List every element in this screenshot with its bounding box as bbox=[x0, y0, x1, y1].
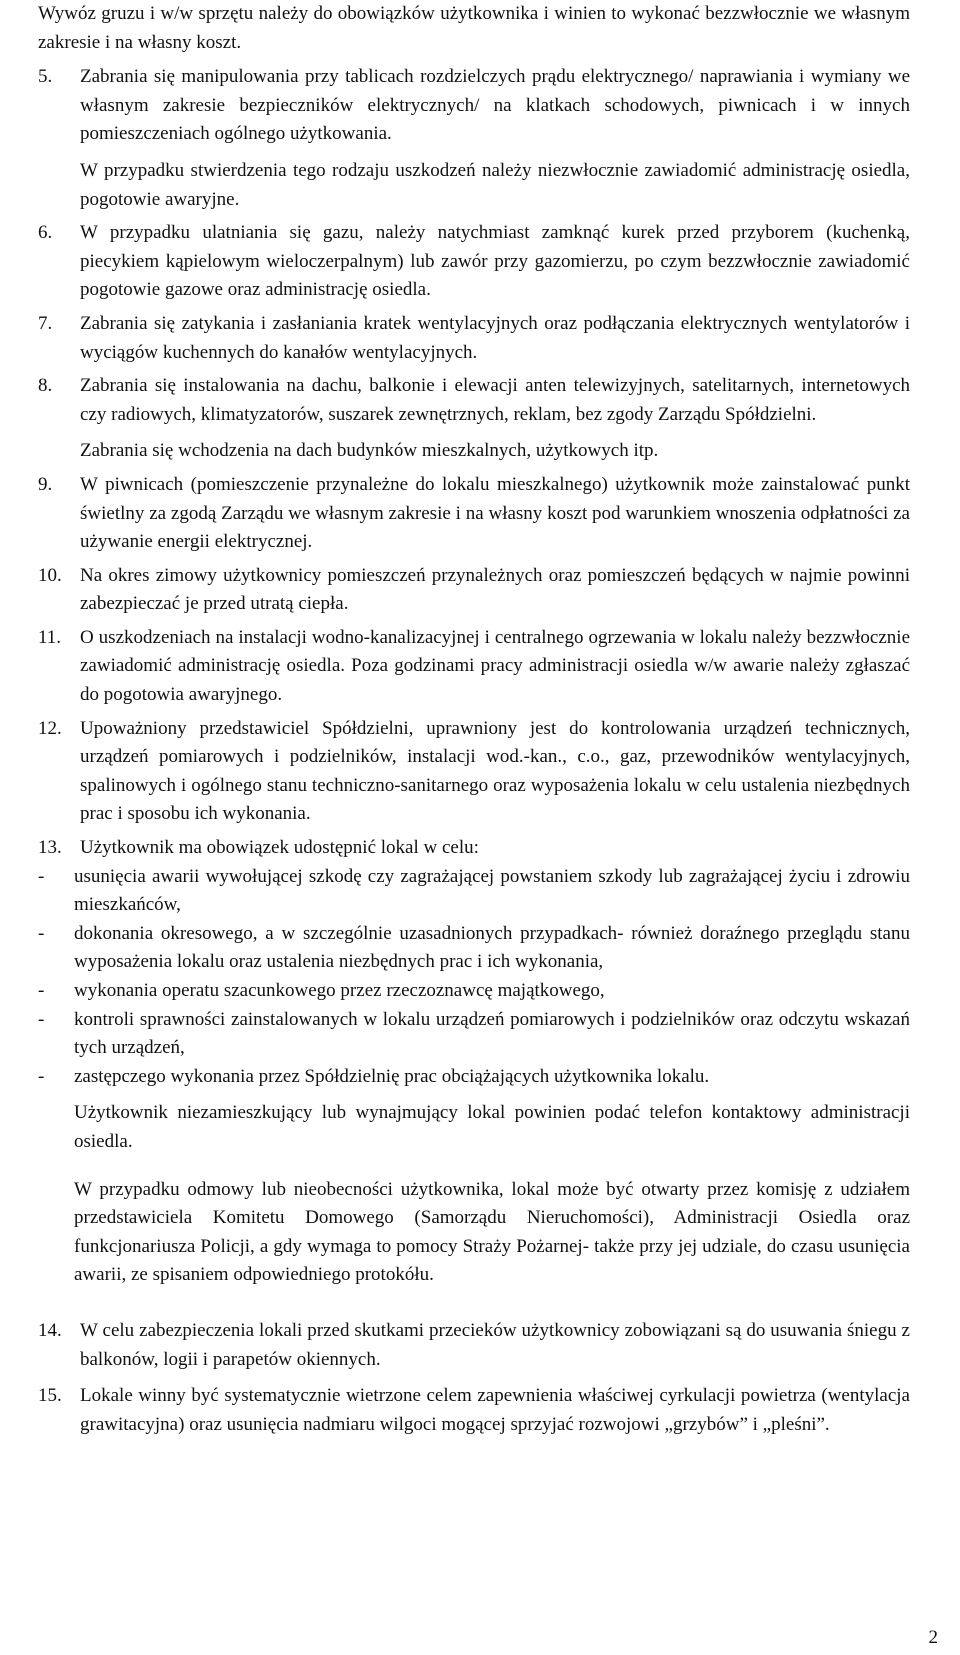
item-paragraph: Na okres zimowy użytkownicy pomieszczeń przynależnych oraz pomieszczeń będących w najmie powinni zabezpieczać je przed utratą ciepła. bbox=[80, 564, 910, 615]
list-item-14 bbox=[38, 1309, 910, 1374]
item-paragraph: W piwnicach (pomieszczenie przynależne do lokalu mieszkalnego) użytkownik może zainstalować punkt świetlny za zgodą Zarządu we własnym zakresie i na własny koszt pod warunkiem wnoszenia odpłatności za używanie energii elektrycznej. bbox=[80, 473, 910, 553]
item-paragraph: Zabrania się manipulowania przy tablicach rozdzielczych prądu elektrycznego/ naprawiania i wymiany we własnym zakresie bezpieczników elektrycznych/ na klatkach schodowych, piwnicach i w innych pomieszczeniach ogólnego użytkowania. bbox=[80, 66, 910, 145]
item-paragraph: Użytkownik niezamieszkujący lub wynajmujący lokal powinien podać telefon kontaktowy administracji osiedla. bbox=[74, 1102, 910, 1152]
item-number: 13. bbox=[38, 837, 62, 859]
dash-list-text: usunięcia awarii wywołującej szkodę czy zagrażającej powstaniem szkody lub zagrażającej życiu i zdrowiu mieszkańców, bbox=[74, 865, 910, 916]
item-paragraph: W przypadku stwierdzenia tego rodzaju uszkodzeń należy niezwłocznie zawiadomić administrację osiedla, pogotowie awaryjne. bbox=[80, 159, 910, 210]
dash-list-item bbox=[38, 1006, 910, 1063]
dash-list-text: wykonania operatu szacunkowego przez rzeczoznawcę majątkowego, bbox=[74, 980, 605, 1001]
dash-marker: - bbox=[38, 1008, 45, 1030]
list-item-5 bbox=[38, 57, 910, 214]
item-number: 7. bbox=[38, 312, 53, 334]
list-item-10 bbox=[38, 557, 910, 619]
dash-marker: - bbox=[38, 865, 45, 887]
list-item-12 bbox=[38, 710, 910, 829]
item-number: 5. bbox=[38, 66, 53, 88]
item-number: 10. bbox=[38, 564, 62, 586]
item-paragraph: Lokale winny być systematycznie wietrzone celem zapewnienia właściwej cyrkulacji powietrza (wentylacja grawitacyjna) oraz usunięcia nadmiaru wilgoci mogącej sprzyjać rozwojowi „grzybów” i „pleśni”. bbox=[80, 1385, 910, 1435]
dash-list-text: dokonania okresowego, a w szczególnie uzasadnionych przypadkach- również doraźnego przeglądu stanu wyposażenia lokalu oraz ustalenia niezbędnych prac i ich wykonania, bbox=[74, 922, 910, 973]
item-number: 6. bbox=[38, 222, 53, 244]
item-paragraph: W celu zabezpieczenia lokali przed skutkami przecieków użytkownicy zobowiązani są do usuwania śniegu z balkonów, logii i parapetów okiennych. bbox=[80, 1319, 910, 1370]
list-item-13 bbox=[38, 829, 910, 863]
dash-marker: - bbox=[38, 980, 45, 1001]
dash-list-item bbox=[38, 1063, 910, 1092]
list-item-6 bbox=[38, 214, 910, 305]
dash-marker: - bbox=[38, 922, 45, 944]
item-number: 12. bbox=[38, 717, 62, 739]
item-number: 15. bbox=[38, 1385, 62, 1407]
dash-list-item bbox=[38, 863, 910, 920]
item-paragraph: Użytkownik ma obowiązek udostępnić lokal w celu: bbox=[80, 837, 479, 859]
document-page bbox=[38, 0, 910, 1439]
item-paragraph: Zabrania się instalowania na dachu, balkonie i elewacji anten telewizyjnych, satelitarnych, internetowych czy radiowych, klimatyzatorów, suszarek zewnętrznych, reklam, bez zgody Zarządu Spółdzielni. bbox=[80, 375, 910, 425]
dash-list-item bbox=[38, 977, 910, 1006]
item-paragraph: W przypadku ulatniania się gazu, należy natychmiast zamknąć kurek przed przyborem (kuchenką, piecykiem kąpielowym wieloczerpalnym) lub zawór przy gazomierzu, po czym bezzwłocznie zawiadomić pogotowie gazowe oraz administrację osiedla. bbox=[80, 222, 910, 301]
item-paragraph: W przypadku odmowy lub nieobecności użytkownika, lokal może być otwarty przez komisję z udziałem przedstawiciela Komitetu Domowego (Samorządu Nieruchomości), Administracji Osiedla oraz funkcjonariusza Policji, a gdy wymaga to pomocy Straży Pożarnej- także przy jej udziale, do czasu usunięcia awarii, ze spisaniem odpowiedniego protokółu. bbox=[74, 1178, 910, 1286]
item-number: 14. bbox=[38, 1319, 62, 1341]
dash-marker: - bbox=[38, 1065, 45, 1087]
list-item-9 bbox=[38, 466, 910, 557]
item-paragraph: Upoważniony przedstawiciel Spółdzielni, uprawniony jest do kontrolowania urządzeń technicznych, urządzeń pomiarowych i podzielników, instalacji wod.-kan., c.o., gaz, przewodników wentylacyjnych, spalinowych i ogólnego stanu techniczno-sanitarnego oraz wyposażenia lokalu w celu ustalenia niezbędnych prac i sposobu ich wykonania. bbox=[80, 717, 910, 825]
item-number: 11. bbox=[38, 626, 62, 648]
dash-list-text: zastępczego wykonania przez Spółdzielnię prac obciążających użytkownika lokalu. bbox=[74, 1065, 710, 1087]
list-item-8 bbox=[38, 367, 910, 466]
dash-list-text: kontroli sprawności zainstalowanych w lokalu urządzeń pomiarowych i podzielników oraz odczytu wskazań tych urządzeń, bbox=[74, 1008, 910, 1059]
intro-paragraph: Wywóz gruzu i w/w sprzętu należy do obowiązków użytkownika i winien to wykonać bezzwłocznie we własnym zakresie i na własny koszt. bbox=[38, 3, 910, 53]
item-number: 8. bbox=[38, 375, 53, 397]
list-item-11 bbox=[38, 619, 910, 710]
item-number: 9. bbox=[38, 473, 53, 495]
item-paragraph: Zabrania się wchodzenia na dach budynków mieszkalnych, użytkowych itp. bbox=[80, 440, 659, 462]
item-paragraph: O uszkodzeniach na instalacji wodno-kanalizacyjnej i centralnego ogrzewania w lokalu należy bezzwłocznie zawiadomić administrację osiedla. Poza godzinami pracy administracji osiedla w/w awarie należy zgłaszać do pogotowia awaryjnego. bbox=[80, 626, 910, 706]
item-paragraph: Zabrania się zatykania i zasłaniania kratek wentylacyjnych oraz podłączania elektrycznych wentylatorów i wyciągów kuchennych do kanałów wentylacyjnych. bbox=[80, 312, 910, 363]
list-item-15 bbox=[38, 1374, 910, 1439]
dash-list bbox=[38, 863, 910, 1092]
page-number: 2 bbox=[928, 1627, 938, 1648]
dash-list-item bbox=[38, 920, 910, 977]
list-item-7 bbox=[38, 305, 910, 367]
